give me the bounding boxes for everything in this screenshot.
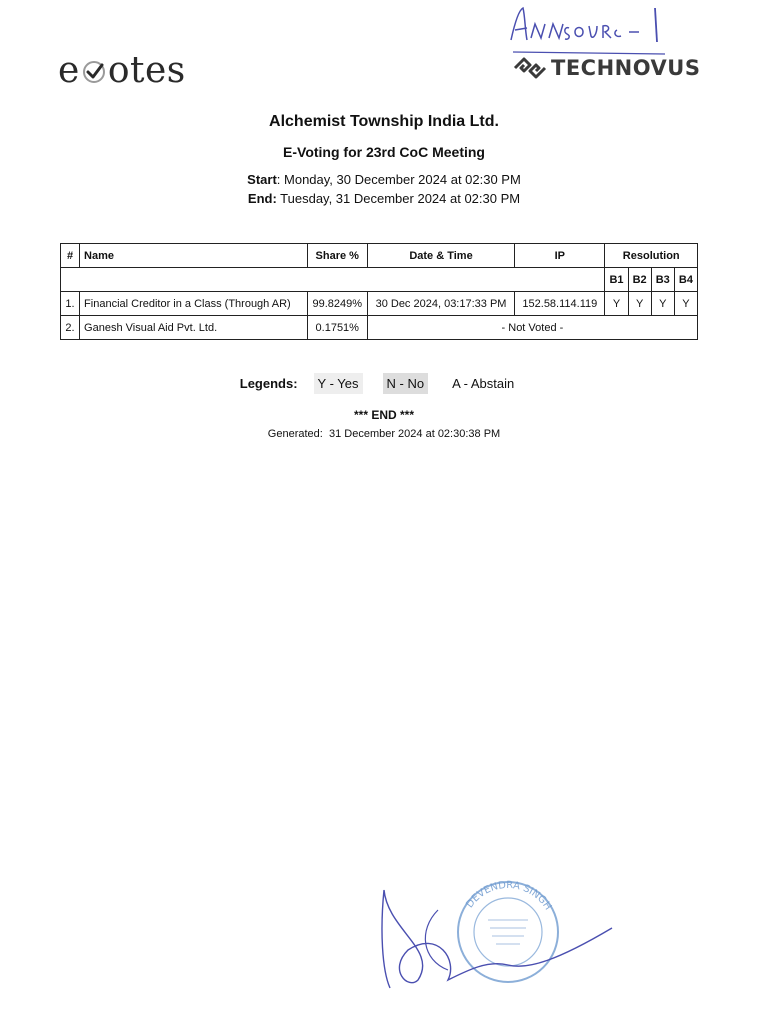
company-name: Alchemist Township India Ltd. xyxy=(269,113,499,130)
evotes-logo xyxy=(58,50,186,91)
legend-yes: Y - Yes xyxy=(314,373,363,394)
end-value: Tuesday, 31 December 2024 at 02:30 PM xyxy=(276,191,521,206)
legend-abstain: A - Abstain xyxy=(452,376,515,391)
col-header-datetime: Date & Time xyxy=(367,244,514,268)
generated-value: 31 December 2024 at 02:30:38 PM xyxy=(328,428,501,440)
voting-table xyxy=(60,243,698,340)
row-share: 0.1751% xyxy=(307,316,367,340)
row-num: 2. xyxy=(61,316,80,340)
col-header-name: Name xyxy=(80,244,308,268)
subheader-spacer xyxy=(61,268,605,292)
col-header-b4: B4 xyxy=(674,268,697,292)
start-line xyxy=(0,172,768,187)
row-vote-b2: Y xyxy=(628,292,651,316)
start-value: : Monday, 30 December 2024 at 02:30 PM xyxy=(276,172,521,187)
handwritten-annotation xyxy=(505,2,685,63)
row-vote-b3: Y xyxy=(651,292,674,316)
legends-label: Legends: xyxy=(239,376,298,391)
legend-no: N - No xyxy=(383,373,429,394)
row-not-voted: - Not Voted - xyxy=(367,316,697,340)
row-name: Ganesh Visual Aid Pvt. Ltd. xyxy=(80,316,308,340)
end-label: End: xyxy=(247,191,277,206)
col-header-resolution: Resolution xyxy=(605,244,698,268)
col-header-b1: B1 xyxy=(605,268,628,292)
svg-text:DEVENDRA SINGH: DEVENDRA SINGH xyxy=(464,879,554,913)
row-share: 99.8249% xyxy=(307,292,367,316)
logo-text-start: e xyxy=(58,50,80,91)
technovus-logo-text: TECHNOVUS xyxy=(551,56,701,80)
generated-label: Generated: xyxy=(267,428,323,440)
end-line xyxy=(0,191,768,206)
meeting-title: E-Voting for 23rd CoC Meeting xyxy=(283,144,485,160)
generated-line xyxy=(0,428,768,440)
table-row xyxy=(61,316,698,340)
col-header-share: Share % xyxy=(307,244,367,268)
row-datetime: 30 Dec 2024, 03:17:33 PM xyxy=(367,292,514,316)
col-header-b2: B2 xyxy=(628,268,651,292)
row-vote-b1: Y xyxy=(605,292,628,316)
start-label: Start xyxy=(247,172,277,187)
row-name: Financial Creditor in a Class (Through AR) xyxy=(80,292,308,316)
table-subheader-row xyxy=(61,268,698,292)
col-header-b3: B3 xyxy=(651,268,674,292)
col-header-ip: IP xyxy=(515,244,605,268)
end-marker: *** END *** xyxy=(353,408,415,422)
col-header-num: # xyxy=(61,244,80,268)
logo-text-end: otes xyxy=(107,50,186,91)
stamp-and-signature xyxy=(378,870,618,1005)
table-header-row xyxy=(61,244,698,268)
legends xyxy=(0,373,768,394)
checkmark-circle-icon xyxy=(81,58,107,84)
stamp-seal-icon xyxy=(378,870,618,1000)
row-num: 1. xyxy=(61,292,80,316)
table-row xyxy=(61,292,698,316)
row-vote-b4: Y xyxy=(674,292,697,316)
row-ip: 152.58.114.119 xyxy=(515,292,605,316)
